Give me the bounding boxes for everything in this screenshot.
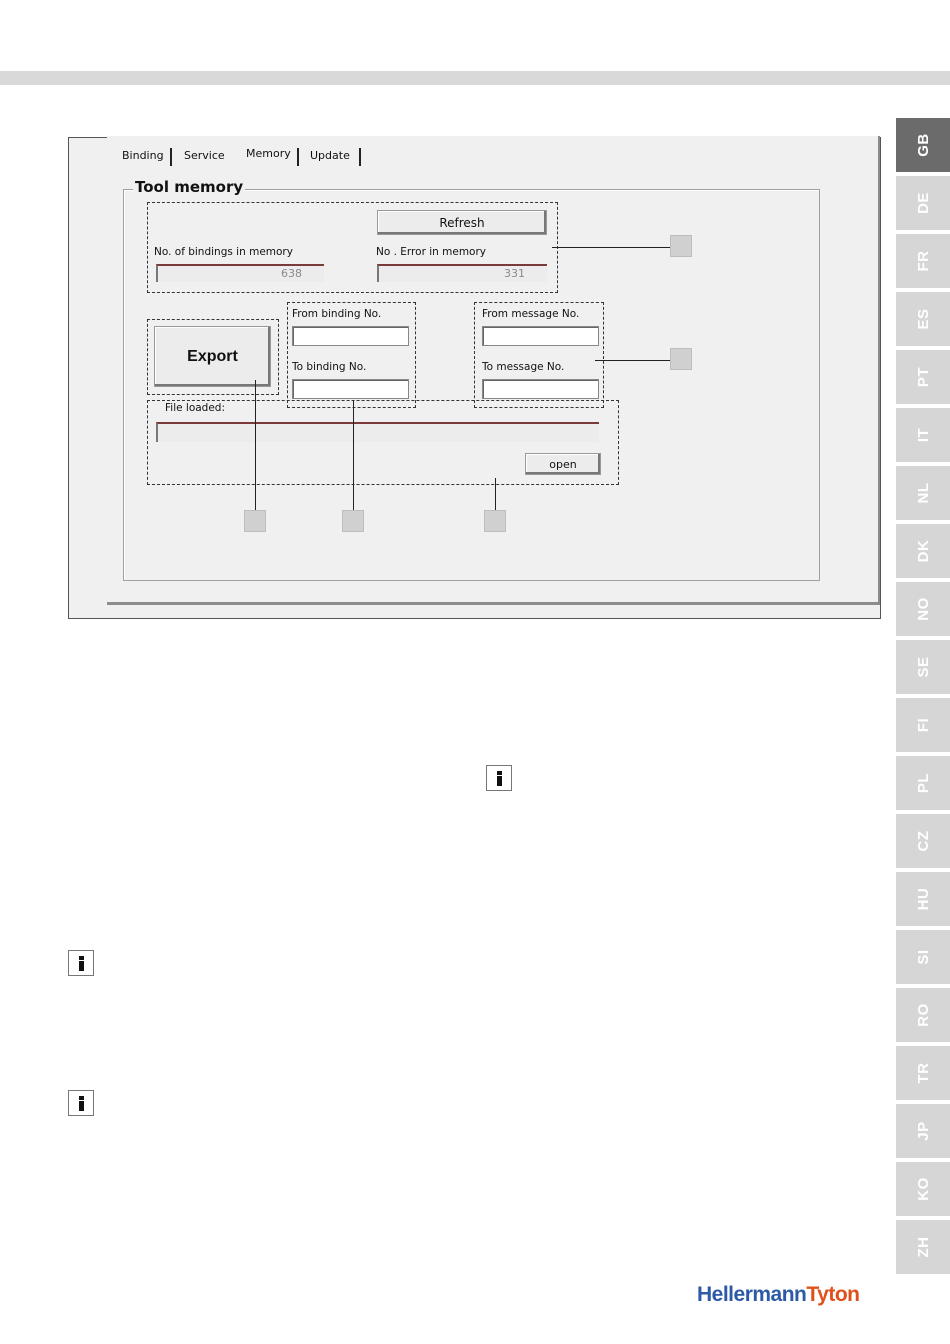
lang-tab-zh[interactable]: ZH	[896, 1220, 950, 1274]
header-bar	[0, 71, 950, 85]
refresh-button[interactable]: Refresh	[377, 210, 547, 235]
language-tabs	[896, 118, 950, 1278]
info-icon	[68, 950, 94, 976]
lang-tab-tr[interactable]: TR	[896, 1046, 950, 1100]
hellermanntyton-logo: HellermannTyton	[697, 1283, 860, 1306]
callout-line	[495, 478, 496, 510]
callout-marker	[244, 510, 266, 532]
bindings-count-field: 638	[156, 264, 324, 282]
lang-tab-pt[interactable]: PT	[896, 350, 950, 404]
group-title: Tool memory	[135, 178, 244, 196]
errors-count-label: No . Error in memory	[376, 246, 487, 258]
errors-count-field: 331	[377, 264, 547, 282]
tool-screenshot	[68, 137, 881, 619]
lang-tab-nl[interactable]: NL	[896, 466, 950, 520]
lang-tab-pl[interactable]: PL	[896, 756, 950, 810]
callout-marker	[342, 510, 364, 532]
tab-update[interactable]: Update	[310, 149, 350, 162]
export-button[interactable]: Export	[154, 326, 271, 387]
lang-tab-fi[interactable]: FI	[896, 698, 950, 752]
tab-binding[interactable]: Binding	[122, 149, 164, 162]
from-message-input[interactable]	[482, 326, 599, 346]
callout-line	[255, 380, 256, 510]
tab-memory[interactable]: Memory	[246, 147, 291, 160]
lang-tab-it[interactable]: IT	[896, 408, 950, 462]
file-loaded-label: File loaded:	[165, 402, 226, 414]
tab-service[interactable]: Service	[184, 149, 225, 162]
from-binding-label: From binding No.	[292, 308, 382, 320]
callout-marker	[670, 235, 692, 257]
file-loaded-field	[156, 422, 599, 442]
lang-tab-no[interactable]: NO	[896, 582, 950, 636]
lang-tab-se[interactable]: SE	[896, 640, 950, 694]
bindings-count-label: No. of bindings in memory	[154, 246, 293, 258]
lang-tab-jp[interactable]: JP	[896, 1104, 950, 1158]
lang-tab-dk[interactable]: DK	[896, 524, 950, 578]
callout-line	[552, 247, 670, 248]
callout-line	[353, 401, 354, 510]
lang-tab-hu[interactable]: HU	[896, 872, 950, 926]
tab-separator	[170, 148, 172, 166]
callout-line	[595, 360, 670, 361]
lang-tab-de[interactable]: DE	[896, 176, 950, 230]
to-message-input[interactable]	[482, 379, 599, 399]
lang-tab-es[interactable]: ES	[896, 292, 950, 346]
lang-tab-fr[interactable]: FR	[896, 234, 950, 288]
from-message-label: From message No.	[482, 308, 580, 320]
lang-tab-si[interactable]: SI	[896, 930, 950, 984]
info-icon	[68, 1090, 94, 1116]
tool-window	[107, 136, 880, 605]
callout-marker	[484, 510, 506, 532]
lang-tab-ro[interactable]: RO	[896, 988, 950, 1042]
callout-marker	[670, 348, 692, 370]
tab-separator	[297, 148, 299, 166]
lang-tab-ko[interactable]: KO	[896, 1162, 950, 1216]
to-binding-label: To binding No.	[292, 361, 367, 373]
open-button[interactable]: open	[525, 453, 601, 475]
info-icon	[486, 765, 512, 791]
to-message-label: To message No.	[482, 361, 565, 373]
lang-tab-cz[interactable]: CZ	[896, 814, 950, 868]
tab-separator	[359, 148, 361, 166]
lang-tab-gb[interactable]: GB	[896, 118, 950, 172]
from-binding-input[interactable]	[292, 326, 409, 346]
to-binding-input[interactable]	[292, 379, 409, 399]
